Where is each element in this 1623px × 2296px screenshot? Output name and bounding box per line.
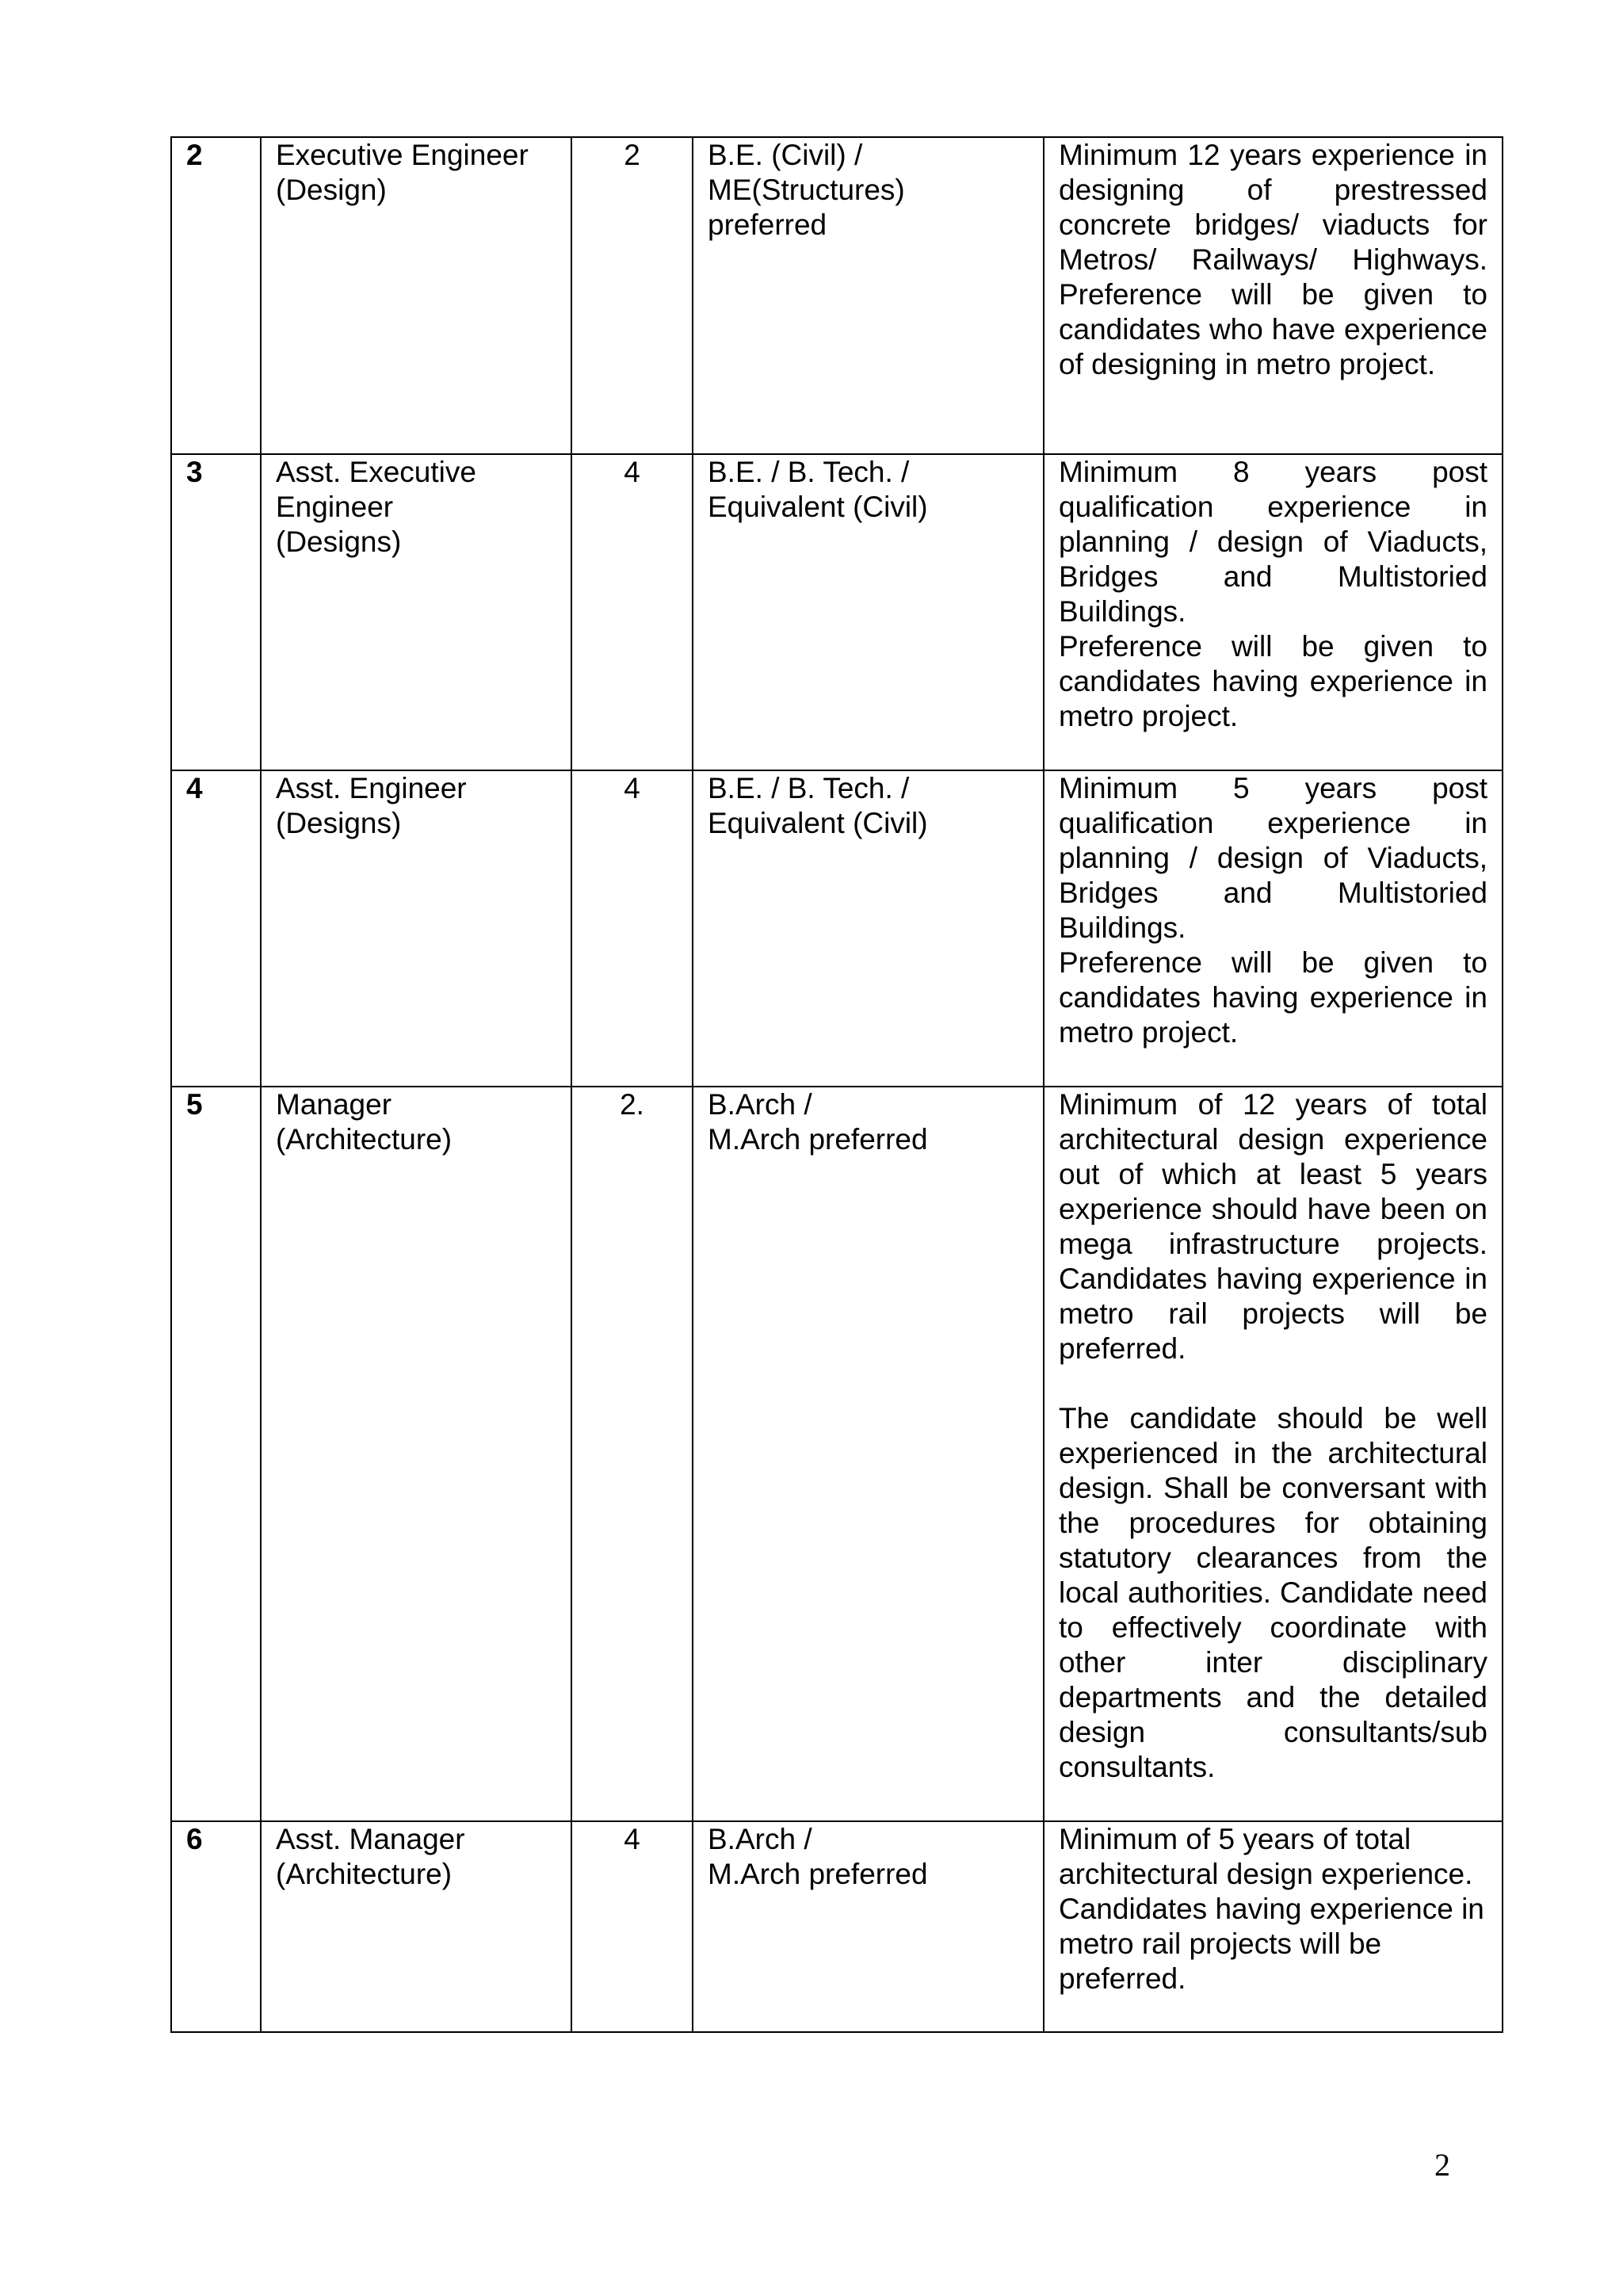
experience-paragraph: The candidate should be well experienced in the architectural design. Shall be conversant with the procedures for obtaining statutory clearances from the local authorities. Candidate need to effectively coordinate with other inter disciplinary departments and the detailed design consultants/sub consultants. bbox=[1059, 1402, 1487, 1783]
table-row bbox=[171, 454, 1503, 770]
post-name-cell: Asst. Manager (Architecture) bbox=[261, 1821, 571, 2032]
experience-cell bbox=[1044, 1087, 1503, 1821]
post-name-cell: Asst. Executive Engineer (Designs) bbox=[261, 454, 571, 770]
experience-paragraph: Minimum of 5 years of total architectural design experience. Candidates having experience in metro rail projects will be preferred. bbox=[1059, 1823, 1484, 1995]
post-count-cell: 2 bbox=[571, 137, 693, 454]
experience-cell bbox=[1044, 137, 1503, 454]
experience-paragraph: Minimum of 12 years of total architectural design experience out of which at least 5 years experience should have been on mega infrastructure projects. Candidates having experience in metro rail projects will be preferred. bbox=[1059, 1088, 1487, 1365]
qualification-cell: B.E. (Civil) / ME(Structures) preferred bbox=[693, 137, 1044, 454]
experience-paragraph: Preference will be given to candidates having experience in metro project. bbox=[1059, 630, 1487, 732]
experience-cell bbox=[1044, 1821, 1503, 2032]
post-count-cell: 4 bbox=[571, 1821, 693, 2032]
serial-number-cell: 2 bbox=[171, 137, 261, 454]
experience-paragraph: Minimum 12 years experience in designing of prestressed concrete bridges/ viaducts for Metros/ Railways/ Highways. Preference will be given to candidates who have experience of designing in metro project. bbox=[1059, 139, 1487, 380]
post-name-cell: Manager (Architecture) bbox=[261, 1087, 571, 1821]
experience-paragraph: Minimum 8 years post qualification experience in planning / design of Viaducts, Bridges and Multistoried Buildings. bbox=[1059, 456, 1487, 628]
post-count-cell: 4 bbox=[571, 770, 693, 1087]
serial-number-cell: 3 bbox=[171, 454, 261, 770]
serial-number-cell: 4 bbox=[171, 770, 261, 1087]
serial-number-cell: 6 bbox=[171, 1821, 261, 2032]
serial-number-cell: 5 bbox=[171, 1087, 261, 1821]
table-row bbox=[171, 137, 1503, 454]
table-row bbox=[171, 1821, 1503, 2032]
page-number: 2 bbox=[1434, 2147, 1450, 2183]
posts-table bbox=[170, 136, 1503, 2033]
table-row bbox=[171, 770, 1503, 1087]
post-count-cell: 4 bbox=[571, 454, 693, 770]
post-name-cell: Asst. Engineer (Designs) bbox=[261, 770, 571, 1087]
experience-paragraph: Preference will be given to candidates having experience in metro project. bbox=[1059, 946, 1487, 1049]
table-row bbox=[171, 1087, 1503, 1821]
experience-cell bbox=[1044, 770, 1503, 1087]
qualification-cell: B.E. / B. Tech. / Equivalent (Civil) bbox=[693, 454, 1044, 770]
qualification-cell: B.E. / B. Tech. / Equivalent (Civil) bbox=[693, 770, 1044, 1087]
qualification-cell: B.Arch / M.Arch preferred bbox=[693, 1821, 1044, 2032]
experience-paragraph: Minimum 5 years post qualification experience in planning / design of Viaducts, Bridges and Multistoried Buildings. bbox=[1059, 772, 1487, 944]
experience-cell bbox=[1044, 454, 1503, 770]
post-count-cell: 2. bbox=[571, 1087, 693, 1821]
qualification-cell: B.Arch / M.Arch preferred bbox=[693, 1087, 1044, 1821]
post-name-cell: Executive Engineer (Design) bbox=[261, 137, 571, 454]
